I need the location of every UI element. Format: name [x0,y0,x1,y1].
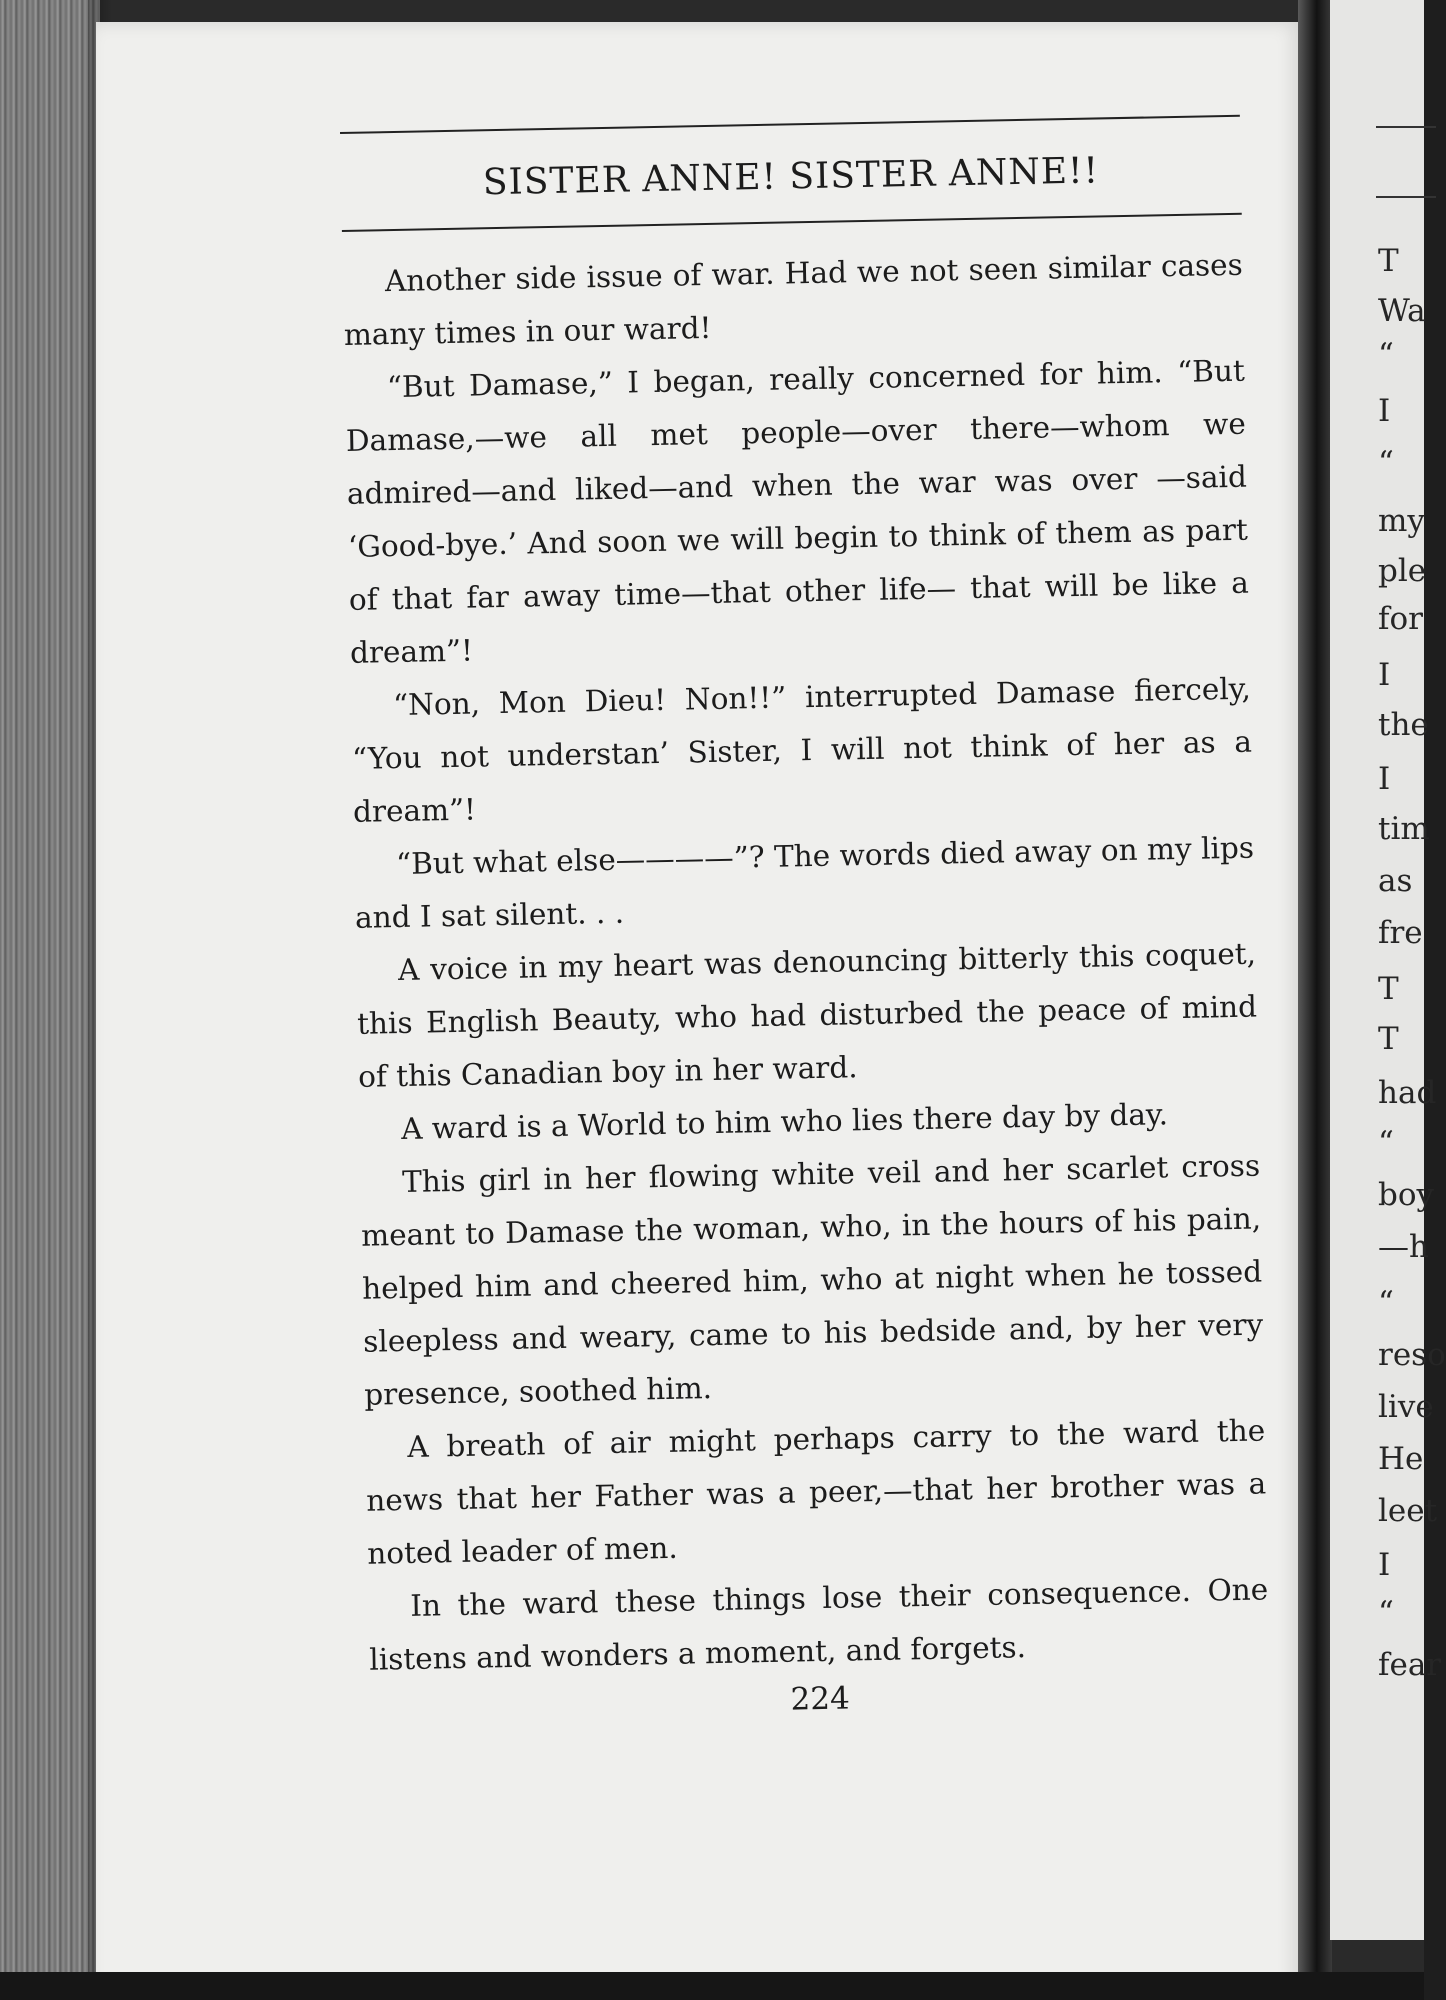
facing-header-rule-bottom [1376,196,1436,198]
facing-page-fragment: I [1378,657,1391,693]
facing-page-fragment: “ [1378,445,1394,481]
facing-page-fragment: I [1378,393,1391,429]
facing-page-fragment: “ [1378,1595,1394,1631]
book-gutter [1298,0,1332,2000]
facing-page-fragment: had [1378,1075,1437,1111]
facing-page-fragment: fear [1378,1647,1442,1683]
facing-page-fragment: Wa [1378,293,1426,329]
facing-page-fragment: the [1378,707,1429,743]
page-edges [0,0,100,2000]
facing-page-fragment: T [1378,243,1399,279]
page-number: 224 [790,1680,851,1718]
paragraph: “But what else————”? The words died away on my lips and I sat silent. . . [354,830,1255,935]
facing-page-fragment: reso [1378,1337,1446,1373]
facing-header-rule-top [1376,126,1436,128]
paragraph: Another side issue of war. Had we not seen similar cases many times in our ward! [343,247,1244,352]
paragraph: “But Damase,” I began, really concerned for him. “But Damase,—we all met people—over there—whom we admired—and liked—and when the war was over —said ‘Good-bye.’ And soon we will begin to think of them as part of that far away time—that other life— that will be like a dream”! [345,353,1250,670]
paragraph: In the ward these things lose their consequence. One listens and wonders a moment, and forgets. [369,1572,1269,1677]
scanner-edge [0,1972,1424,2000]
facing-page-fragment: “ [1378,1125,1394,1161]
header-rule-bottom [342,213,1242,232]
facing-page-fragment: “ [1378,337,1394,373]
facing-page-fragment: T [1378,971,1399,1007]
paragraph: “Non, Mon Dieu! Non!!” interrupted Damase fiercely, “You not understan’ Sister, I will not think of her as a dream”! [351,671,1253,829]
facing-page-fragment: fre [1378,915,1423,951]
facing-page-fragment: He [1378,1441,1424,1477]
facing-page-fragment: I [1378,761,1391,797]
facing-page-fragment: “ [1378,1285,1394,1321]
running-head: SISTER ANNE! SISTER ANNE!! [482,150,1100,204]
facing-page [1330,0,1446,1940]
facing-page-fragment: ple [1378,553,1427,589]
facing-page-fragment: I [1378,1547,1391,1583]
facing-page-fragment: my [1378,503,1425,539]
paragraph: This girl in her flowing white veil and her scarlet cross meant to Damase the woman, who, in the hours of his pain, helped him and cheered him, who at night when he tossed sleepless and weary, came to his bedside and, by her very presence, soothed him. [360,1148,1264,1412]
facing-page-fragment: tim [1378,811,1430,847]
facing-page-fragment: boy [1378,1177,1435,1213]
facing-page-fragment: T [1378,1021,1399,1057]
facing-page-fragment: as [1378,863,1413,899]
paragraph: A voice in my heart was denouncing bitterly this coquet, this English Beauty, who had disturbed the peace of mind of this Canadian boy in her ward. [356,936,1258,1094]
facing-page-fragment: leet [1378,1493,1438,1529]
paragraph: A breath of air might perhaps carry to the ward the news that her Father was a peer,—that her brother was a noted leader of men. [365,1413,1267,1571]
facing-page-fragment: live [1378,1389,1434,1425]
facing-page-fragment: —h [1378,1229,1429,1265]
paragraph: A ward is a World to him who lies there day by day. [400,1097,1169,1147]
left-page-text [340,115,1270,1724]
body-text [342,239,1269,1687]
facing-page-fragment: for [1378,601,1423,637]
